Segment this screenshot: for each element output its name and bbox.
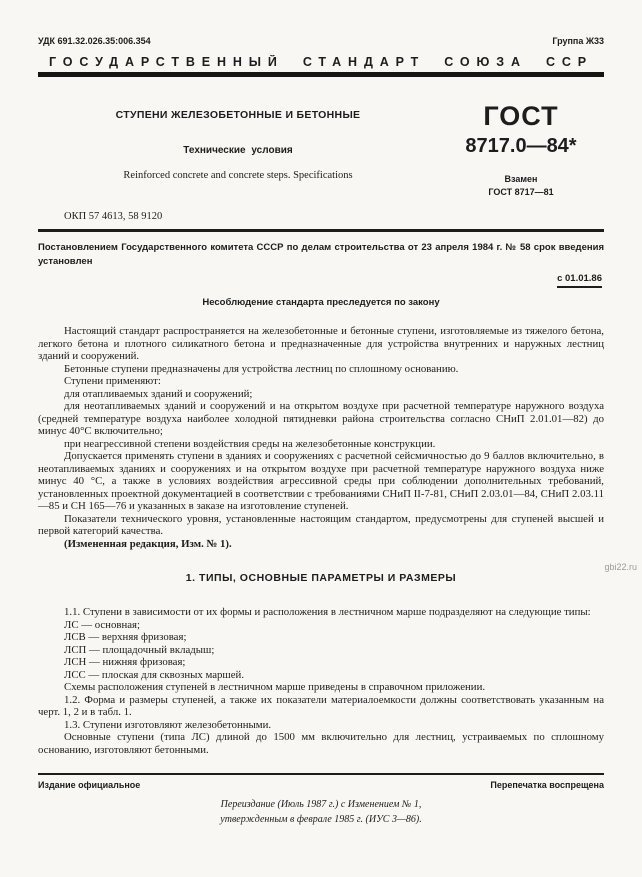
paragraph: Настоящий стандарт распространяется на железобетонные и бетонные ступени, изготовляемые из тяжелого бетона, легкого бетона и плотного силикатного бетона и предназначенные для устройства внутренних и наружных лестниц зданий и сооружений. [38,325,604,363]
official-edition-label: Издание официальное [38,780,141,791]
paragraph: Ступени применяют: [64,375,161,388]
site-watermark: gbi22.ru [604,562,637,572]
amendment-note: (Измененная редакция, Изм. № 1). [64,537,232,550]
section-1-heading: 1. ТИПЫ, ОСНОВНЫЕ ПАРАМЕТРЫ И РАЗМЕРЫ [185,572,457,585]
law-notice: Несоблюдение стандарта преследуется по закону [202,297,440,309]
paragraph: 1.1. Ступени в зависимости от их формы и расположения в лестничном марше подразделяют на следующие типы: [64,606,591,619]
paragraph: Бетонные ступени предназначены для устройства лестниц по сплошному основанию. [64,362,459,375]
document-subtitle-english: Reinforced concrete and concrete steps. Specifications [123,170,353,181]
paragraph: 1.2. Форма и размеры ступеней, а также их показатели материалоемкости должны соответствовать указанным на черт. 1, 2 и в табл. 1. [38,693,604,719]
page-footer [38,773,604,827]
gost-number: 8717.0—84* [465,135,577,157]
footer-notices-row [38,780,604,790]
paragraph: Схемы расположения ступеней в лестничном марше приведены в справочном приложении. [64,681,486,694]
okp-code: ОКП 57 4613, 58 9120 [64,211,163,223]
reissue-note-line1: Переиздание (Июль 1987 г.) с Изменением № 1, [220,799,422,811]
decree-paragraph: Постановлением Государственного комитета СССР по делам строительства от 23 апреля 1984 г. № 58 срок введения установлен [38,241,604,268]
paragraph: для неотапливаемых зданий и сооружений и на открытом воздухе при расчетной температуре наружного воздуха (средней температуре воздуха наиболее холодной пятидневки района строительства согласно СНиП 2.01.01—82) до минус 40°С включительно; [38,400,604,438]
mid-divider [38,229,604,232]
footer-divider [38,773,604,775]
section-1-body [38,606,604,756]
paragraph: для отапливаемых зданий и сооружений; [64,387,253,400]
paragraph: 1.3. Ступени изготовляют железобетонными. [64,718,272,731]
reprint-notice: Перепечатка воспрещена [490,780,604,791]
gost-designation-block [438,103,604,198]
list-item: ЛСН — нижняя фризовая; [64,656,186,669]
intro-section [38,325,604,550]
replaces-label: Взамен [504,174,538,184]
paragraph: Допускается применять ступени в зданиях и сооружениях с расчетной сейсмичностью до 9 баллов включительно, в неотапливаемых зданиях и сооружениях и на открытом воздухе при расчетной температуре наружного воздуха ниже минус 40 °С, а также в условиях воздействия агрессивной среды при соблюдении дополнительных требований, установленных проектной документацией в соответствии с требованиями СНиП II-7-81, СНиП 2.03.01—84, СНиП 2.03.11—85 и СН 165—76 и указанных в заказе на изготовление ступеней. [38,450,604,513]
effective-date [38,273,604,284]
document-title: СТУПЕНИ ЖЕЛЕЗОБЕТОННЫЕ И БЕТОННЫЕ [115,109,361,121]
paragraph: Показатели технического уровня, установленные настоящим стандартом, предусмотрены для ступеней высшей и первой категорий качества. [38,512,604,538]
list-item: ЛС — основная; [64,618,140,631]
gost-label: ГОСТ [483,101,559,131]
replaces-value: ГОСТ 8717—81 [488,186,554,197]
header-meta-row [38,36,604,46]
list-item: ЛСВ — верхняя фризовая; [64,631,187,644]
replaces-note [438,173,604,198]
list-item: ЛСС — плоская для сквозных маршей. [64,668,245,681]
document-subtitle: Технические условия [183,145,293,156]
reissue-note [38,797,604,827]
group-code: Группа Ж33 [552,36,604,46]
paragraph: при неагрессивной степени воздействия среды на железобетонные конструкции. [64,437,436,450]
paragraph: Основные ступени (типа ЛС) длиной до 1500 мм включительно для лестниц, устраиваемых по сплошному основанию, изготовляют бетонными. [38,731,604,756]
thick-divider [38,72,604,77]
reissue-note-line2: утвержденным в феврале 1985 г. (ИУС 3—86). [220,814,422,826]
title-area [38,103,604,198]
udk-code: УДК 691.32.026.35:006.354 [38,36,151,46]
effective-date-value: с 01.01.86 [557,273,602,288]
title-left-column [38,103,438,198]
list-item: ЛСП — площадочный вкладыш; [64,643,215,656]
standard-title-line: ГОСУДАРСТВЕННЫЙ СТАНДАРТ СОЮЗА ССР [49,55,593,69]
